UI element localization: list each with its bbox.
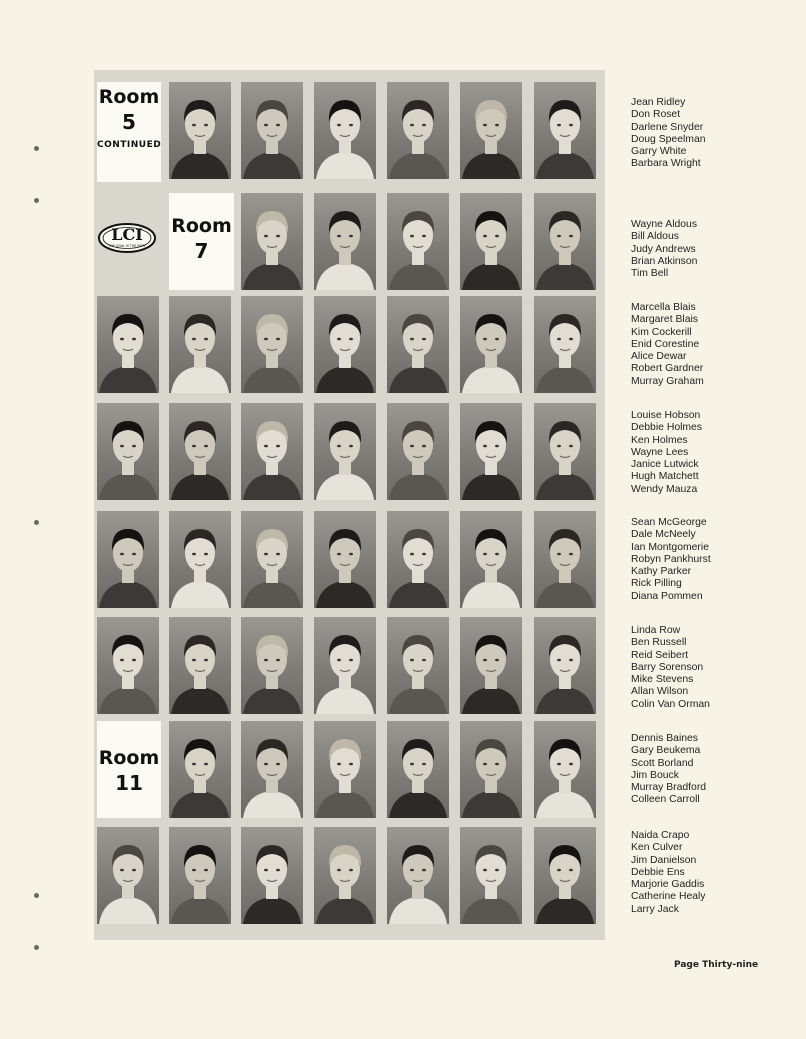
portrait-silhouette-icon: [241, 511, 303, 608]
portrait-silhouette-icon: [534, 617, 596, 714]
portrait-silhouette-icon: [314, 827, 376, 924]
portrait-silhouette-icon: [460, 296, 522, 393]
room-5-title: Room: [98, 86, 160, 108]
student-portrait: [314, 617, 376, 714]
page-number: Page Thirty-nine: [674, 960, 759, 970]
portrait-silhouette-icon: [314, 721, 376, 818]
student-portrait: [534, 617, 596, 714]
student-name: Mike Stevens: [631, 674, 694, 686]
student-name: Dennis Baines: [631, 733, 699, 744]
student-portrait: [97, 827, 159, 924]
portrait-silhouette-icon: [460, 403, 522, 500]
student-name: Sean McGeorge: [631, 517, 707, 528]
student-name: Colleen Carroll: [631, 794, 700, 806]
student-portrait: [169, 82, 231, 179]
student-portrait: [314, 827, 376, 924]
name-list-room-5: [631, 97, 706, 171]
portrait-silhouette-icon: [460, 511, 522, 608]
portrait-silhouette-icon: [169, 511, 231, 608]
name-list-room-11-b: [631, 830, 706, 916]
portrait-silhouette-icon: [241, 82, 303, 179]
student-portrait: [534, 193, 596, 290]
name-list-room-7-b: [631, 302, 704, 388]
student-name: Rick Pilling: [631, 578, 682, 590]
student-portrait: [169, 403, 231, 500]
portrait-silhouette-icon: [241, 827, 303, 924]
portrait-silhouette-icon: [314, 296, 376, 393]
student-portrait: [460, 82, 522, 179]
student-name: Alice Dewar: [631, 351, 687, 363]
student-portrait: [169, 617, 231, 714]
student-portrait: [314, 193, 376, 290]
student-name: Colin Van Orman: [631, 698, 710, 710]
portrait-silhouette-icon: [460, 193, 522, 290]
student-portrait: [97, 403, 159, 500]
student-name: Ian Montgomerie: [631, 541, 709, 553]
student-portrait: [460, 827, 522, 924]
student-name: Debbie Holmes: [631, 422, 703, 434]
student-name: Ken Culver: [631, 842, 683, 854]
portrait-silhouette-icon: [314, 511, 376, 608]
student-name: Judy Andrews: [631, 243, 696, 255]
room-5-continued: CONTINUED: [97, 139, 162, 150]
student-name: Wayne Aldous: [631, 219, 698, 230]
student-name: Wayne Lees: [631, 446, 689, 458]
portrait-silhouette-icon: [387, 403, 449, 500]
student-name: Kim Cockerill: [631, 326, 692, 338]
portrait-silhouette-icon: [97, 296, 159, 393]
student-portrait: [241, 403, 303, 500]
portrait-silhouette-icon: [460, 827, 522, 924]
student-name: Jim Bouck: [631, 769, 679, 781]
name-list-room-7-c: [631, 410, 702, 496]
portrait-silhouette-icon: [534, 827, 596, 924]
student-name: Marjorie Gaddis: [631, 879, 705, 891]
student-portrait: [241, 617, 303, 714]
student-portrait: [97, 617, 159, 714]
portrait-silhouette-icon: [460, 617, 522, 714]
portrait-silhouette-icon: [460, 721, 522, 818]
student-name: Catherine Healy: [631, 891, 706, 903]
student-name: Doug Speelman: [631, 133, 706, 145]
student-name: Enid Corestine: [631, 338, 700, 350]
student-portrait: [314, 403, 376, 500]
student-name: Kathy Parker: [631, 566, 692, 578]
student-name: Robert Gardner: [631, 363, 704, 375]
student-portrait: [169, 827, 231, 924]
student-portrait: [169, 721, 231, 818]
student-portrait: [314, 82, 376, 179]
name-list-room-7-e: [631, 625, 710, 711]
student-portrait: [534, 721, 596, 818]
room-5-label: [97, 82, 161, 182]
student-name: Naida Crapo: [631, 830, 690, 841]
student-name: Gary Beukema: [631, 745, 701, 757]
student-name: Murray Bradford: [631, 782, 707, 794]
student-portrait: [241, 193, 303, 290]
student-portrait: [314, 721, 376, 818]
student-portrait: [460, 296, 522, 393]
student-portrait: [460, 193, 522, 290]
portrait-silhouette-icon: [387, 617, 449, 714]
portrait-silhouette-icon: [241, 721, 303, 818]
student-name: Jean Ridley: [631, 97, 686, 108]
name-list-room-7-a: [631, 219, 697, 280]
student-portrait: [241, 296, 303, 393]
student-name: Janice Lutwick: [631, 459, 699, 471]
student-portrait: [387, 296, 449, 393]
school-logo: [97, 193, 161, 290]
student-name: Garry White: [631, 146, 687, 158]
portrait-silhouette-icon: [169, 827, 231, 924]
student-name: Brian Atkinson: [631, 255, 698, 267]
portrait-silhouette-icon: [314, 82, 376, 179]
student-portrait: [97, 296, 159, 393]
student-portrait: [387, 82, 449, 179]
student-portrait: [460, 511, 522, 608]
portrait-silhouette-icon: [387, 721, 449, 818]
student-name: Debbie Ens: [631, 866, 685, 878]
room-7-label: [169, 193, 234, 290]
portrait-silhouette-icon: [387, 296, 449, 393]
portrait-silhouette-icon: [169, 296, 231, 393]
student-portrait: [241, 827, 303, 924]
portrait-silhouette-icon: [241, 403, 303, 500]
student-portrait: [534, 827, 596, 924]
student-name: Ben Russell: [631, 637, 687, 649]
student-name: Murray Graham: [631, 375, 704, 387]
binder-hole: [34, 198, 39, 203]
portrait-silhouette-icon: [387, 193, 449, 290]
portrait-silhouette-icon: [534, 193, 596, 290]
portrait-silhouette-icon: [169, 617, 231, 714]
portrait-silhouette-icon: [387, 827, 449, 924]
student-portrait: [460, 617, 522, 714]
student-name: Wendy Mauza: [631, 483, 698, 495]
portrait-silhouette-icon: [97, 617, 159, 714]
portrait-silhouette-icon: [314, 193, 376, 290]
portrait-silhouette-icon: [241, 296, 303, 393]
portrait-silhouette-icon: [534, 511, 596, 608]
portrait-silhouette-icon: [314, 403, 376, 500]
student-portrait: [387, 511, 449, 608]
portrait-silhouette-icon: [534, 82, 596, 179]
student-name: Don Roset: [631, 109, 681, 121]
student-name: Scott Borland: [631, 757, 694, 769]
logo-motto: THE GOAL IS THE PATH: [108, 244, 146, 248]
student-portrait: [387, 193, 449, 290]
portrait-silhouette-icon: [387, 82, 449, 179]
student-name: Hugh Matchett: [631, 471, 699, 483]
student-portrait: [460, 403, 522, 500]
student-portrait: [534, 296, 596, 393]
binder-hole: [34, 945, 39, 950]
room-7-title: Room: [171, 215, 232, 237]
student-portrait: [387, 721, 449, 818]
student-name: Jim Danielson: [631, 854, 697, 866]
student-portrait: [534, 82, 596, 179]
binder-hole: [34, 146, 39, 151]
binder-hole: [34, 893, 39, 898]
portrait-silhouette-icon: [534, 403, 596, 500]
student-portrait: [241, 511, 303, 608]
student-name: Diana Pommen: [631, 590, 703, 602]
portrait-silhouette-icon: [97, 403, 159, 500]
student-portrait: [534, 511, 596, 608]
student-name: Larry Jack: [631, 903, 679, 915]
student-portrait: [314, 296, 376, 393]
portrait-silhouette-icon: [534, 296, 596, 393]
portrait-silhouette-icon: [241, 193, 303, 290]
student-name: Margaret Blais: [631, 314, 698, 326]
student-name: Bill Aldous: [631, 231, 679, 243]
student-name: Louise Hobson: [631, 410, 701, 421]
student-portrait: [241, 82, 303, 179]
student-portrait: [241, 721, 303, 818]
student-name: Darlene Snyder: [631, 121, 704, 133]
student-portrait: [387, 617, 449, 714]
name-list-room-7-d: [631, 517, 711, 603]
portrait-silhouette-icon: [241, 617, 303, 714]
portrait-silhouette-icon: [169, 721, 231, 818]
room-7-number: 7: [194, 238, 209, 263]
student-portrait: [534, 403, 596, 500]
student-portrait: [169, 296, 231, 393]
student-name: Allan Wilson: [631, 686, 689, 698]
student-name: Tim Bell: [631, 268, 669, 280]
student-portrait: [97, 511, 159, 608]
student-name: Barry Sorenson: [631, 661, 704, 673]
portrait-silhouette-icon: [169, 403, 231, 500]
student-name: Ken Holmes: [631, 434, 688, 446]
portrait-silhouette-icon: [169, 82, 231, 179]
binder-hole: [34, 520, 39, 525]
student-name: Robyn Pankhurst: [631, 553, 711, 565]
student-portrait: [387, 827, 449, 924]
student-portrait: [314, 511, 376, 608]
room-11-label: [97, 721, 161, 818]
room-11-number: 11: [115, 770, 143, 795]
student-portrait: [169, 511, 231, 608]
student-portrait: [387, 403, 449, 500]
room-11-title: Room: [98, 747, 160, 769]
portrait-silhouette-icon: [97, 827, 159, 924]
student-name: Reid Seibert: [631, 649, 689, 661]
name-list-room-11-a: [631, 733, 706, 807]
logo-initials: LCI: [111, 225, 143, 244]
portrait-silhouette-icon: [460, 82, 522, 179]
portrait-silhouette-icon: [387, 511, 449, 608]
portrait-silhouette-icon: [314, 617, 376, 714]
portrait-silhouette-icon: [97, 511, 159, 608]
room-5-number: 5: [122, 109, 136, 134]
student-name: Marcella Blais: [631, 302, 696, 313]
student-portrait: [460, 721, 522, 818]
school-logo-icon: [97, 193, 161, 290]
student-name: Linda Row: [631, 625, 681, 636]
student-name: Dale McNeely: [631, 529, 696, 541]
portrait-silhouette-icon: [534, 721, 596, 818]
student-name: Barbara Wright: [631, 158, 701, 170]
